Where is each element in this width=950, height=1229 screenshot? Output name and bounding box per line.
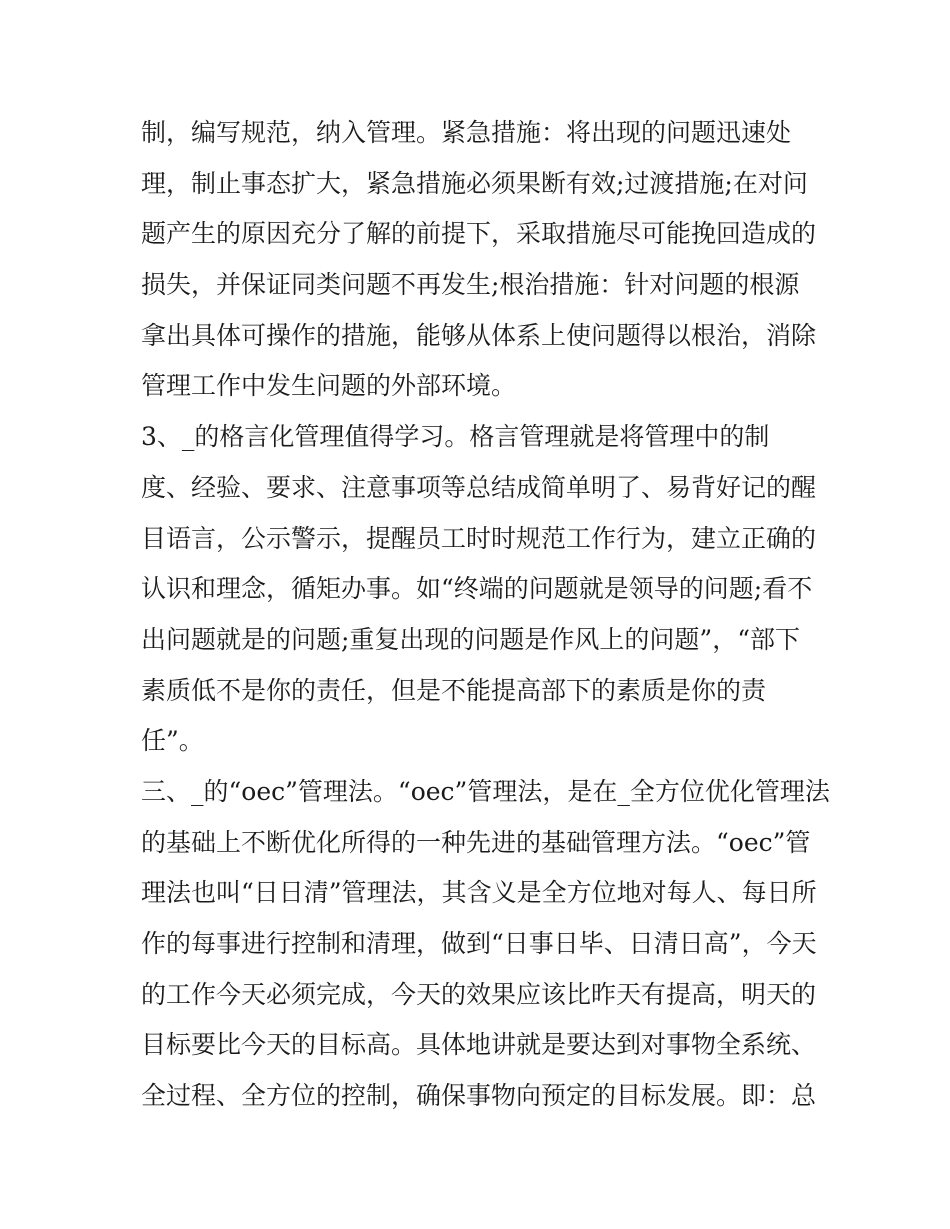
text-line: 素质低不是你的责任，但是不能提高部下的素质是你的责 bbox=[141, 675, 767, 705]
text-line: 制，编写规范，纳入管理。紧急措施：将出现的问题迅速处 bbox=[141, 118, 792, 147]
text-line: 目语言，公示警示，提醒员工时时规范工作行为，建立正确的 bbox=[141, 523, 817, 553]
text-line: 度、经验、要求、注意事项等总结成简单明了、易背好记的醒 bbox=[141, 472, 817, 502]
section-three-heading-line: 三、_的“oec”管理法。“oec”管理法，是在_全方位优化管理法 bbox=[141, 776, 830, 806]
text-line: 目标要比今天的目标高。具体地讲就是要达到对事物全系统、 bbox=[141, 1030, 817, 1060]
text-line: 出问题就是的问题;重复出现的问题是作风上的问题”，“部下 bbox=[141, 624, 800, 654]
text-line: 理，制止事态扩大，紧急措施必须果断有效;过渡措施;在对问 bbox=[141, 168, 808, 198]
text-line: 管理工作中发生问题的外部环境。 bbox=[141, 371, 517, 401]
text-line: 的工作今天必须完成，今天的效果应该比昨天有提高，明天的 bbox=[141, 979, 817, 1009]
text-line: 理法也叫“日日清”管理法，其含义是全方位地对每人、每日所 bbox=[141, 878, 817, 908]
text-line: 认识和理念，循矩办事。如“终端的问题就是领导的问题;看不 bbox=[141, 574, 813, 604]
body-text bbox=[141, 108, 830, 1122]
text-line: 作的每事进行控制和清理，做到“日事日毕、日清日高”，今天 bbox=[141, 929, 817, 958]
text-line: 的基础上不断优化所得的一种先进的基础管理方法。“oec”管 bbox=[141, 827, 811, 857]
section-3-heading-line: 3、_的格言化管理值得学习。格言管理就是将管理中的制 bbox=[141, 422, 770, 452]
text-line: 题产生的原因充分了解的前提下，采取措施尽可能挽回造成的 bbox=[141, 219, 817, 249]
text-line: 任”。 bbox=[141, 726, 204, 756]
text-line: 损失，并保证同类问题不再发生;根治措施：针对问题的根源 bbox=[141, 270, 800, 300]
text-line: 拿出具体可操作的措施，能够从体系上使问题得以根治，消除 bbox=[141, 320, 817, 350]
text-line: 全过程、全方位的控制，确保事物向预定的目标发展。即：总 bbox=[141, 1081, 817, 1111]
